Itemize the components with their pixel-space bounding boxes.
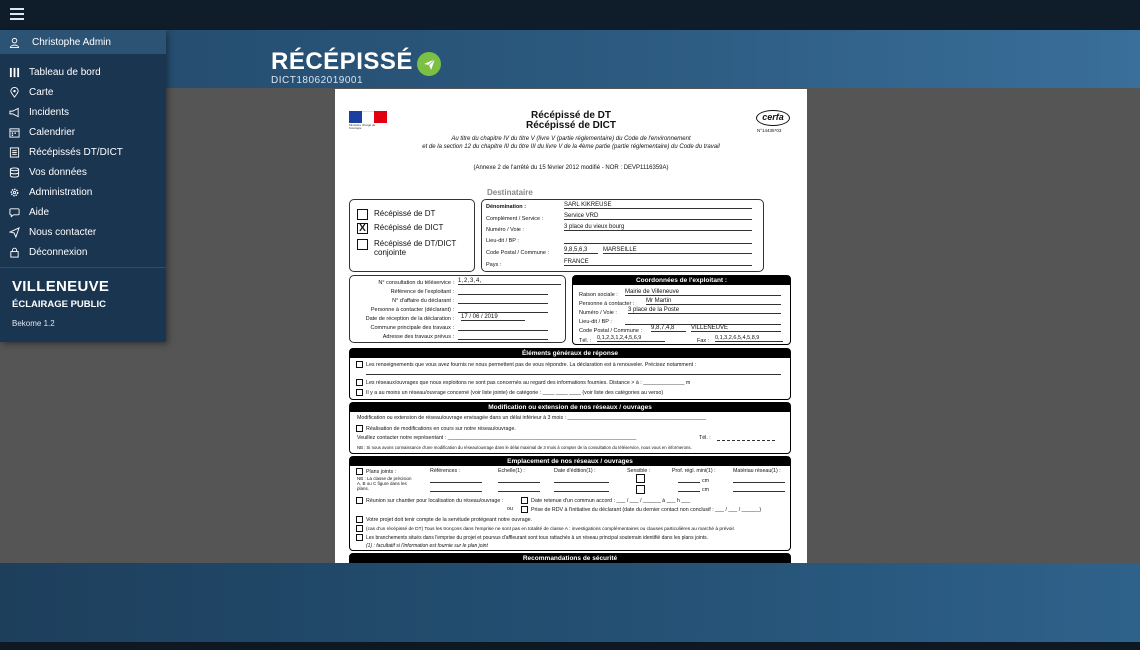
- col-prof: Prof. régl. mini(1) :: [672, 468, 716, 474]
- refexp-label: Référence de l'exploitant :: [390, 289, 454, 295]
- cp-label: Code Postal / Commune :: [486, 250, 549, 256]
- sidebar-item-vos-donnees[interactable]: [0, 162, 166, 182]
- ref-line-1: [430, 482, 482, 483]
- date-line-2: [554, 491, 609, 492]
- help-chat-icon: [9, 207, 20, 218]
- option-dt[interactable]: Récépissé de DT: [357, 209, 435, 220]
- header-banner: [0, 30, 1140, 88]
- top-bar: [0, 0, 1140, 30]
- cerfa-number: N°14435*03: [757, 128, 782, 133]
- sidebar-nav: [0, 62, 166, 262]
- sec3-nb: NB : La classe de précision A, B ou C figure dans les plans.: [357, 476, 412, 491]
- coordonnees-title: Coordonnées de l'exploitant :: [573, 276, 790, 285]
- denomination-label: Dénomination :: [486, 204, 527, 210]
- section-emplacement-title: Emplacement de nos réseaux / ouvrages: [350, 457, 790, 466]
- col-echelle: Echelle(1) :: [498, 468, 525, 474]
- tel-value: 0,1,2,3,1,2,4,5,6,9: [597, 335, 665, 342]
- date-value: 17 / 06 / 2019: [461, 314, 525, 321]
- pays-label: Pays :: [486, 262, 502, 268]
- date-line-1: [554, 482, 609, 483]
- destinataire-label: Destinataire: [487, 188, 533, 197]
- plans-joints-checkbox[interactable]: Plans joints :: [356, 468, 396, 475]
- col-materiau: Matériau réseau(1) :: [733, 468, 781, 474]
- sidebar-item-recepisses[interactable]: [0, 142, 166, 162]
- cp-value: 9,8,5,6,3: [564, 247, 598, 254]
- prof-line-1: [678, 482, 700, 483]
- exp-numero-label: Numéro / Voie :: [579, 310, 617, 316]
- bottom-band: [0, 563, 1140, 642]
- sidebar-item-label: Calendrier: [29, 126, 76, 138]
- section-modification-title: Modification ou extension de nos réseaux / ouvrages: [350, 403, 790, 412]
- sidebar-item-label: Nous contacter: [29, 226, 97, 238]
- sec1-row-3[interactable]: Il y a au moins un réseau/ouvrage concerné (voir liste jointe) de catégorie : ____ ____ ____ (voir liste des catégories au verso): [356, 389, 663, 396]
- database-icon: [9, 167, 20, 178]
- exp-contact-value: Mr Martin: [646, 298, 781, 305]
- sidebar: [0, 30, 166, 342]
- document-list-icon: [9, 147, 20, 158]
- sidebar-item-label: Aide: [29, 206, 50, 218]
- reunion-checkbox[interactable]: Réunion sur chantier pour localisation du réseau/ouvrage :: [356, 497, 503, 504]
- sidebar-item-label: Déconnexion: [29, 246, 88, 258]
- exp-commune-value: VILLENEUVE: [691, 325, 781, 332]
- sensible-checkbox-2[interactable]: [636, 485, 645, 494]
- numero-value: 3 place du vieux bourg: [564, 224, 752, 231]
- servitude-checkbox[interactable]: Votre projet doit tenir compte de la servitude protégeant notre ouvrage.: [356, 516, 532, 523]
- cm-unit-1: cm: [702, 478, 710, 484]
- echelle-line-1: [498, 482, 540, 483]
- commune-value: MARSEILLE: [603, 247, 752, 254]
- paper-plane-icon: [423, 58, 436, 71]
- denomination-value: SARL KIKREUSE: [564, 202, 752, 209]
- sidebar-item-carte[interactable]: [0, 82, 166, 102]
- user-name: Christophe Admin: [32, 36, 111, 48]
- ou-label: ou: [507, 506, 513, 512]
- cerfa-logo: cerfa: [756, 110, 790, 126]
- numero-label: Numéro / Voie :: [486, 227, 524, 233]
- echelle-line-2: [498, 491, 540, 492]
- send-button[interactable]: [417, 52, 441, 76]
- sec2-row-2[interactable]: Réalisation de modifications en cours sur notre réseau/ouvrage.: [356, 425, 516, 432]
- sensible-checkbox-1[interactable]: [636, 474, 645, 483]
- fax-label: Fax :: [697, 338, 710, 344]
- exp-contact-label: Personne à contacter :: [579, 301, 635, 307]
- prof-line-2: [678, 491, 700, 492]
- lock-icon: [9, 247, 20, 258]
- sec2-row-1: Modification ou extension de réseau/ouvrage envisagée dans un délai inférieur à 3 mois : _______________________________________________: [357, 415, 706, 421]
- hamburger-menu-icon[interactable]: [10, 8, 24, 20]
- sidebar-item-label: Récépissés DT/DICT: [29, 146, 123, 158]
- consult-value: 1,2,3,4,: [458, 278, 561, 285]
- sidebar-item-calendrier[interactable]: [0, 122, 166, 142]
- adresse-line: [458, 339, 548, 340]
- sec2-tel-label: Tél. :: [699, 435, 711, 441]
- document-subtitle: Au titre du chapitre IV du titre V (livre V (partie réglementaire) du Code de l'environnement: [451, 136, 691, 142]
- tel-label: Tél. :: [579, 338, 592, 344]
- pays-value: FRANCE: [564, 259, 752, 266]
- section-recommandations-title: Recommandations de sécurité: [350, 554, 790, 563]
- col-references: Références :: [430, 468, 461, 474]
- document-title-2: Récépissé de DICT: [525, 120, 617, 131]
- sidebar-item-label: Administration: [29, 186, 93, 198]
- complement-value: Service VRD: [564, 213, 752, 220]
- sidebar-item-administration[interactable]: [0, 182, 166, 202]
- exp-cp-label: Code Postal / Commune :: [579, 328, 642, 334]
- sidebar-item-label: Vos données: [29, 166, 87, 178]
- contact-line: [458, 312, 548, 313]
- complement-label: Complément / Service :: [486, 216, 544, 222]
- map-pin-icon: [9, 87, 20, 98]
- sec2-row-3: Veuillez contacter notre représentant : ________________________________________________________________: [357, 435, 637, 441]
- prise-rdv-checkbox[interactable]: Prise de RDV à l'initiative du déclarant (date du dernier contact non conclusif : ___ / ___ / ______): [521, 506, 761, 513]
- section-elements-generaux-title: Éléments généraux de réponse: [350, 349, 790, 358]
- option-dt-dict[interactable]: Récépissé de DT/DICT conjointe: [357, 239, 469, 257]
- commune-travaux-label: Commune principale des travaux :: [370, 325, 454, 331]
- consult-label: N° consultation du téléservice :: [378, 280, 454, 286]
- adresse-label: Adresse des travaux prévus :: [382, 334, 454, 340]
- sidebar-item-nous-contacter[interactable]: [0, 222, 166, 242]
- recepisse-document: [335, 89, 807, 563]
- exp-cp-value: 9,8,7,4,8: [651, 325, 686, 332]
- sec3-footnote: (1) : facultatif si l'information est fournie sur le plan joint: [366, 543, 488, 549]
- option-dict[interactable]: X Récépissé de DICT: [357, 223, 443, 234]
- page-subtitle: DICT18062019001: [271, 75, 364, 86]
- sidebar-item-label: Carte: [29, 86, 54, 98]
- sec1-row-2[interactable]: Les réseaux/ouvrages que nous exploitons ne sont pas concernés au regard des informations fournies. Distance > à : ______________ m: [356, 379, 690, 386]
- date-label: Date de réception de la déclaration :: [365, 316, 454, 322]
- sec2-nb: NB : Si nous avons connaissance d'une modification du réseau/ouvrage dans le délai maximal de 3 mois à compter de la consultation du téléservice, nous vous en informerons.: [357, 445, 692, 450]
- cm-unit-2: cm: [702, 487, 710, 493]
- raison-label: Raison sociale :: [579, 292, 618, 298]
- document-title: Récépissé de DT: [530, 110, 612, 121]
- gear-icon: [9, 187, 20, 198]
- commune-travaux-line: [458, 330, 548, 331]
- megaphone-icon: [9, 107, 20, 118]
- sec2-tel-line: [717, 440, 775, 441]
- date-retenue-checkbox[interactable]: Date retenue d'un commun accord : ___ / ___ / ______ à ___ h ___: [521, 497, 690, 504]
- exp-numero-value: 3 place de la Poste: [628, 307, 781, 314]
- sec1-row-1[interactable]: Les renseignements que vous avez fournis ne nous permettent pas de vous répondre. La déclaration est à renouveler. Précisez notamment :: [356, 361, 696, 368]
- sec1-line: [366, 374, 781, 375]
- classe-a-checkbox[interactable]: (cas d'un récépissé de DT) Tous les tronçons dans l'emprise ne sont pas en totalité de classe A : investigations complémentaires ou clauses particulières au marché à prévoir.: [356, 525, 735, 532]
- user-profile[interactable]: [0, 30, 166, 54]
- sidebar-item-aide[interactable]: [0, 202, 166, 222]
- materiau-line-1: [733, 482, 785, 483]
- republique-francaise-logo: Ministère chargé de l'écologie: [349, 111, 387, 135]
- sidebar-item-deconnexion[interactable]: [0, 242, 166, 262]
- affaire-label: N° d'affaire du déclarant :: [392, 298, 454, 304]
- exp-lieudit-label: Lieu-dit / BP :: [579, 319, 612, 325]
- sidebar-item-incidents[interactable]: [0, 102, 166, 122]
- sidebar-item-label: Tableau de bord: [29, 66, 101, 78]
- sidebar-item-label: Incidents: [29, 106, 70, 118]
- app-version: Bekome 1.2: [12, 319, 55, 328]
- branchements-checkbox[interactable]: Les branchements situés dans l'emprise du projet et pourvus d'affleurant sont tous rattachés à un réseau principal souterrain identifié dans les plans joints.: [356, 534, 708, 541]
- lieudit-label: Lieu-dit / BP :: [486, 238, 519, 244]
- organization-name: VILLENEUVE: [12, 278, 110, 295]
- col-date-edition: Date d'édition(1) :: [554, 468, 596, 474]
- user-icon: [9, 37, 20, 48]
- contact-label: Personne à contacter (déclarant) :: [370, 307, 454, 313]
- sidebar-item-tableau-de-bord[interactable]: [0, 62, 166, 82]
- dashboard-icon: [9, 67, 20, 78]
- section-recommandations: [349, 553, 791, 563]
- footer-strip: [0, 642, 1140, 650]
- raison-value: Mairie de Villeneuve: [625, 289, 781, 296]
- organization-subtitle: ÉCLAIRAGE PUBLIC: [12, 299, 106, 310]
- lieudit-line: [564, 243, 752, 244]
- refexp-line: [458, 294, 548, 295]
- materiau-line-2: [733, 491, 785, 492]
- page-title: RÉCÉPISSÉ: [271, 48, 413, 75]
- calendar-icon: [9, 127, 20, 138]
- document-annexe: (Annexe 2 de l'arrêté du 15 février 2012 modifié - NOR : DEVP1116359A): [473, 165, 669, 171]
- document-subtitle-2: et de la section 12 du chapitre III du titre III du livre V de la 4ème partie (partie réglementaire) du Code du travail: [422, 144, 720, 150]
- send-icon: [9, 227, 20, 238]
- col-sensible: Sensible :: [627, 468, 651, 474]
- fax-value: 0,1,3,2,6,5,4,5,8,9: [715, 335, 783, 342]
- sidebar-divider: [0, 267, 166, 268]
- affaire-line: [458, 303, 548, 304]
- ref-line-2: [430, 491, 482, 492]
